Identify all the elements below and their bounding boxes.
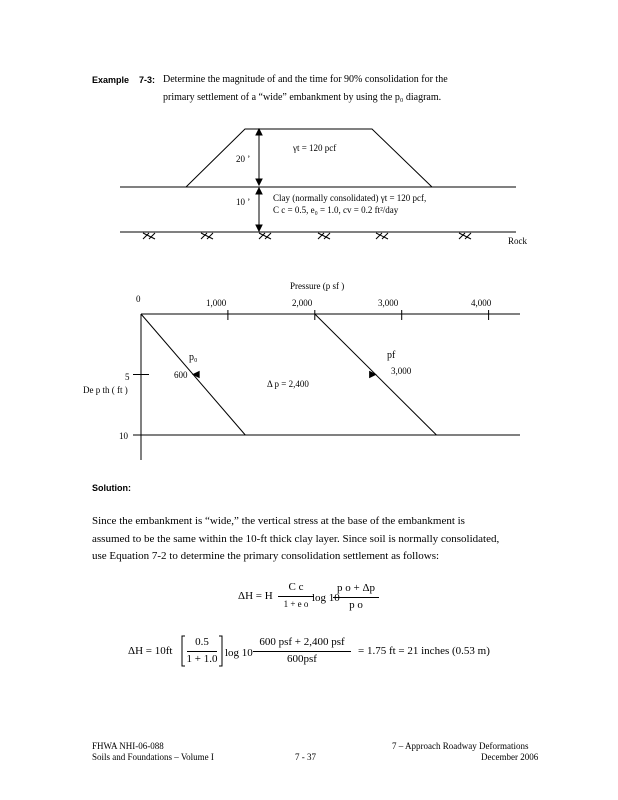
eq2-result: = 1.75 ft = 21 inches (0.53 m)	[358, 645, 490, 657]
eq2-lhs: ΔH = 10ft	[128, 645, 173, 657]
solution-paragraph-line1: Since the embankment is “wide,” the vertical stress at the base of the embankment is	[92, 515, 465, 527]
x-tick-label: 3,000	[378, 298, 399, 308]
clay-properties-line1: Clay (normally consolidated) γt = 120 pcf,	[273, 193, 427, 203]
x-tick-label: 4,000	[471, 298, 492, 308]
footer-right-line2: December 2006	[481, 752, 539, 762]
clay-height-label: 10 ’	[236, 197, 251, 207]
y-tick-label: 10	[119, 431, 128, 441]
clay-properties-line2: C c = 0.5, e₀ = 1.0, cv = 0.2 ft²/day	[273, 205, 399, 215]
x-tick-label: 2,000	[292, 298, 313, 308]
delta-p-label: Δ p = 2,400	[267, 379, 309, 389]
eq2-fraction-bar-2	[253, 651, 351, 652]
eq2-fraction-bar	[187, 651, 217, 652]
fill-unit-weight: γt = 120 pcf	[293, 143, 337, 153]
pf-annotation: 3,000	[391, 366, 412, 376]
solution-heading: Solution:	[92, 483, 131, 493]
fill-height-label: 20 ’	[236, 154, 251, 164]
eq2-numerator: 0.5	[195, 636, 209, 648]
eq2-denominator-2: 600psf	[287, 653, 317, 665]
p0-series-label: p₀	[189, 352, 198, 363]
y-axis-label: De p th ( ft )	[83, 385, 128, 395]
example-label: Example	[92, 75, 130, 85]
solution-paragraph-line3: use Equation 7-2 to determine the primary consolidation settlement as follows:	[92, 550, 440, 562]
example-number: 7-3:	[139, 75, 156, 85]
x-origin-label: 0	[136, 294, 141, 304]
p0-annotation: 600	[174, 370, 188, 380]
eq2-log: log 10	[225, 647, 253, 659]
eq1-log: log 10	[312, 592, 340, 604]
eq1-denominator: 1 + e o	[283, 599, 309, 609]
rock-label: Rock	[508, 236, 527, 246]
footer-right-line1: 7 – Approach Roadway Deformations	[392, 741, 529, 751]
page-number: 7 - 37	[295, 752, 316, 762]
example-text-line1: Determine the magnitude of and the time for 90% consolidation for the	[163, 74, 448, 85]
chart-title: Pressure (p sf )	[290, 281, 345, 291]
pf-series-label: pf	[387, 350, 396, 361]
example-text-line2: primary settlement of a “wide” embankment by using the p₀ diagram.	[163, 92, 442, 103]
eq1-denominator-2: p o	[349, 599, 363, 611]
x-tick-label: 1,000	[206, 298, 227, 308]
footer-left-line2: Soils and Foundations – Volume I	[92, 752, 214, 762]
eq2-denominator: 1 + 1.0	[186, 653, 218, 665]
eq1-numerator-2: p o + Δp	[336, 582, 376, 594]
eq1-lhs: ΔH = H	[238, 590, 273, 602]
solution-paragraph-line2: assumed to be the same within the 10-ft thick clay layer. Since soil is normally consolidated,	[92, 533, 500, 545]
y-tick-label: 5	[125, 372, 130, 382]
footer-left-line1: FHWA NHI-06-088	[92, 741, 164, 751]
eq1-numerator: C c	[288, 581, 304, 593]
eq2-numerator-2: 600 psf + 2,400 psf	[259, 636, 345, 648]
